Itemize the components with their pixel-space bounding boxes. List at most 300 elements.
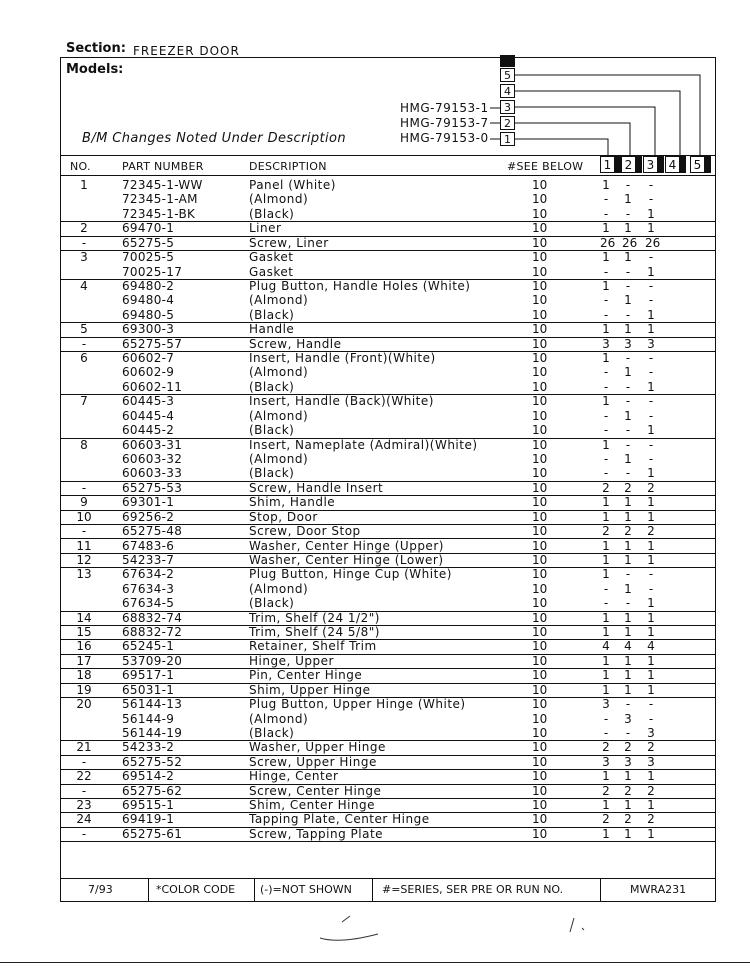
series-1-qty: 1 (602, 495, 610, 510)
table-row (60, 481, 716, 496)
series-3-qty: - (648, 581, 654, 596)
table-row (60, 351, 716, 365)
description: (Almond) (249, 581, 309, 596)
part-number: 72345-1-BK (122, 206, 196, 221)
series-3-qty: - (648, 351, 654, 366)
see-below: 10 (532, 711, 548, 726)
series-1-qty: 1 (602, 437, 610, 452)
series-3-qty: 1 (647, 307, 655, 322)
table-row (60, 293, 716, 307)
series-1-qty: 1 (602, 610, 610, 625)
series-1-qty: - (603, 408, 609, 423)
series-2-qty: - (625, 437, 631, 452)
part-number: 69480-2 (122, 278, 175, 293)
see-below: 10 (532, 581, 548, 596)
see-below: 10 (532, 221, 548, 236)
see-below: 10 (532, 437, 548, 452)
series-1-qty: 1 (602, 394, 610, 409)
series-3-qty: - (648, 250, 654, 265)
series-2-qty: 1 (624, 826, 632, 841)
see-below: 10 (532, 524, 548, 539)
section-value: FREEZER DOOR (133, 44, 240, 58)
item-number: 24 (76, 812, 92, 827)
series-3-qty: 1 (647, 769, 655, 784)
series-1-qty: 1 (602, 538, 610, 553)
description: Stop, Door (249, 509, 318, 524)
description: Insert, Handle (Front)(White) (249, 351, 436, 366)
series-1-qty: 1 (602, 625, 610, 640)
table-row (60, 812, 716, 827)
scan-marks (300, 910, 600, 950)
series-1-qty: 3 (602, 697, 610, 712)
footer-divider (254, 879, 255, 901)
item-number: 4 (80, 278, 88, 293)
see-below: 10 (532, 451, 548, 466)
see-below: 10 (532, 740, 548, 755)
series-2-qty: - (625, 379, 631, 394)
page-bottom-rule (0, 962, 750, 963)
series-3-qty: 1 (647, 610, 655, 625)
series-3-qty: 1 (647, 322, 655, 337)
series-3-qty: 1 (647, 653, 655, 668)
series-1-qty: - (603, 264, 609, 279)
table-row (60, 697, 716, 711)
series-1-qty: 1 (602, 552, 610, 567)
series-3-qty: - (648, 408, 654, 423)
table-row (60, 755, 716, 770)
see-below: 10 (532, 668, 548, 683)
item-number: 8 (80, 437, 88, 452)
description: (Almond) (249, 711, 309, 726)
description: Plug Button, Hinge Cup (White) (249, 567, 452, 582)
series-1-qty: - (603, 596, 609, 611)
part-number: 56144-19 (122, 725, 183, 740)
table-row (60, 423, 716, 438)
see-below: 10 (532, 206, 548, 221)
see-below: 10 (532, 625, 548, 640)
series-1-qty: - (603, 206, 609, 221)
series-2-qty: 1 (624, 769, 632, 784)
model-line: HMG-79153-0 (400, 131, 489, 145)
item-number: 23 (76, 798, 92, 813)
see-below: 10 (532, 394, 548, 409)
item-number: 1 (80, 178, 88, 192)
part-number: 60603-32 (122, 451, 183, 466)
series-2-qty: - (625, 697, 631, 712)
item-number: 21 (76, 740, 92, 755)
series-3-qty: - (648, 178, 654, 192)
description: Insert, Nameplate (Admiral)(White) (249, 437, 478, 452)
part-number: 69514-2 (122, 769, 175, 784)
series-1-qty: 2 (602, 740, 610, 755)
description: Shim, Upper Hinge (249, 682, 371, 697)
item-number: 17 (76, 653, 92, 668)
description: Tapping Plate, Center Hinge (249, 812, 430, 827)
see-below: 10 (532, 682, 548, 697)
column-header-description: DESCRIPTION (249, 160, 327, 173)
series-column-2: 2 (621, 156, 636, 173)
see-below: 10 (532, 307, 548, 322)
series-1-qty: 1 (602, 351, 610, 366)
description: (Black) (249, 206, 295, 221)
part-number: 53709-20 (122, 653, 183, 668)
model-line: HMG-79153-1 (400, 101, 489, 115)
table-row (60, 510, 716, 525)
series-3-qty: 1 (647, 379, 655, 394)
series-2-qty: - (625, 466, 631, 481)
series-3-qty: - (648, 192, 654, 207)
description: Screw, Tapping Plate (249, 826, 384, 841)
table-row (60, 712, 716, 726)
table-row (60, 466, 716, 481)
description: (Black) (249, 466, 295, 481)
series-1-qty: - (603, 192, 609, 207)
series-3-qty: 1 (647, 509, 655, 524)
item-number: 5 (80, 322, 88, 337)
slot-box: 3 (500, 100, 515, 114)
description: (Almond) (249, 365, 309, 380)
part-number: 54233-2 (122, 740, 175, 755)
series-connector-lines (0, 0, 750, 180)
table-row (60, 380, 716, 395)
series-1-qty: - (603, 725, 609, 740)
see-below: 10 (532, 480, 548, 495)
series-2-qty: 3 (624, 336, 632, 351)
series-2-qty: 1 (624, 798, 632, 813)
series-2-qty: 1 (624, 221, 632, 236)
see-below: 10 (532, 264, 548, 279)
table-row (60, 639, 716, 654)
series-2-qty: 3 (624, 711, 632, 726)
table-row (60, 654, 716, 669)
see-below: 10 (532, 336, 548, 351)
series-2-qty: - (625, 206, 631, 221)
table-row (60, 250, 716, 264)
table-row (60, 207, 716, 222)
section-label: Section: (66, 41, 126, 56)
table-row (60, 409, 716, 423)
series-3-qty: 1 (647, 206, 655, 221)
description: Trim, Shelf (24 5/8") (249, 625, 380, 640)
part-number: 69517-1 (122, 668, 175, 683)
series-2-qty: 3 (624, 754, 632, 769)
part-number: 60602-7 (122, 351, 175, 366)
see-below: 10 (532, 466, 548, 481)
series-2-qty: - (625, 278, 631, 293)
description: Screw, Handle Insert (249, 480, 384, 495)
series-3-qty: - (648, 394, 654, 409)
part-number: 67483-6 (122, 538, 175, 553)
see-below: 10 (532, 365, 548, 380)
series-separator (705, 156, 711, 173)
part-number: 67634-5 (122, 596, 175, 611)
series-3-qty: - (648, 278, 654, 293)
see-below: 10 (532, 725, 548, 740)
item-number: - (81, 480, 87, 495)
item-number: 9 (80, 495, 88, 510)
series-1-qty: - (603, 466, 609, 481)
series-separator (658, 156, 664, 173)
part-number: 65275-5 (122, 235, 175, 250)
header-rule-bottom (60, 175, 716, 176)
table-row (60, 784, 716, 799)
item-number: - (81, 235, 87, 250)
series-1-qty: 1 (602, 178, 610, 192)
see-below: 10 (532, 178, 548, 192)
see-below: 10 (532, 826, 548, 841)
series-3-qty: 1 (647, 495, 655, 510)
part-number: 65275-62 (122, 783, 183, 798)
table-row (60, 365, 716, 379)
series-3-qty: 2 (647, 812, 655, 827)
part-number: 60445-2 (122, 423, 175, 438)
series-1-qty: 1 (602, 278, 610, 293)
bm-changes-note: B/M Changes Noted Under Description (82, 131, 347, 146)
item-number: 16 (76, 639, 92, 654)
table-row (60, 524, 716, 539)
series-1-qty: 2 (602, 783, 610, 798)
description: Trim, Shelf (24 1/2") (249, 610, 380, 625)
table-row (60, 769, 716, 784)
series-3-qty: 3 (647, 754, 655, 769)
part-number: 70025-5 (122, 250, 175, 265)
series-1-qty: 1 (602, 653, 610, 668)
table-row (60, 539, 716, 554)
series-3-qty: 1 (647, 423, 655, 438)
series-3-qty: - (648, 365, 654, 380)
part-number: 67634-2 (122, 567, 175, 582)
column-header-see-below: #SEE BELOW (507, 160, 584, 173)
part-number: 65275-53 (122, 480, 183, 495)
description: Washer, Center Hinge (Lower) (249, 552, 444, 567)
table-row (60, 798, 716, 813)
table-row (60, 236, 716, 251)
see-below: 10 (532, 639, 548, 654)
series-3-qty: 1 (647, 538, 655, 553)
series-1-qty: 1 (602, 322, 610, 337)
series-3-qty: 1 (647, 625, 655, 640)
item-number: 13 (76, 567, 92, 582)
footer-divider (372, 879, 373, 901)
column-header-part-number: PART NUMBER (122, 160, 204, 173)
series-1-qty: - (603, 581, 609, 596)
series-2-qty: - (625, 725, 631, 740)
series-2-qty: 1 (624, 408, 632, 423)
description: Insert, Handle (Back)(White) (249, 394, 434, 409)
description: Handle (249, 322, 295, 337)
description: (Almond) (249, 408, 309, 423)
part-number: 65031-1 (122, 682, 175, 697)
table-row (60, 567, 716, 581)
series-1-qty: 4 (602, 639, 610, 654)
series-3-qty: - (648, 567, 654, 582)
part-number: 68832-72 (122, 625, 183, 640)
series-1-qty: - (603, 711, 609, 726)
table-row (60, 192, 716, 206)
description: (Almond) (249, 451, 309, 466)
see-below: 10 (532, 408, 548, 423)
description: Shim, Handle (249, 495, 336, 510)
series-2-qty: 1 (624, 668, 632, 683)
series-3-qty: - (648, 711, 654, 726)
description: Screw, Upper Hinge (249, 754, 377, 769)
footer-doc-code: MWRA231 (630, 883, 687, 896)
description: (Almond) (249, 192, 309, 207)
series-3-qty: 1 (647, 552, 655, 567)
see-below: 10 (532, 423, 548, 438)
table-row (60, 452, 716, 466)
series-3-qty: 1 (647, 798, 655, 813)
item-number: 20 (76, 697, 92, 712)
series-2-qty: 1 (624, 451, 632, 466)
footer-series-note: #=SERIES, SER PRE OR RUN NO. (382, 883, 564, 896)
see-below: 10 (532, 278, 548, 293)
see-below: 10 (532, 495, 548, 510)
table-row (60, 596, 716, 611)
part-number: 69480-5 (122, 307, 175, 322)
series-3-qty: 4 (647, 639, 655, 654)
description: (Black) (249, 725, 295, 740)
series-1-qty: - (603, 423, 609, 438)
see-below: 10 (532, 235, 548, 250)
series-2-qty: - (625, 567, 631, 582)
series-2-qty: 4 (624, 639, 632, 654)
series-column-3: 3 (643, 156, 658, 173)
description: Hinge, Center (249, 769, 339, 784)
table-row (60, 394, 716, 408)
series-3-qty: - (648, 697, 654, 712)
part-number: 60603-31 (122, 437, 183, 452)
item-number: 7 (80, 394, 88, 409)
series-3-qty: 1 (647, 221, 655, 236)
series-1-qty: 1 (602, 509, 610, 524)
see-below: 10 (532, 697, 548, 712)
slot-box: 2 (500, 116, 515, 130)
series-3-qty: 2 (647, 783, 655, 798)
part-number: 69256-2 (122, 509, 175, 524)
series-2-qty: - (625, 394, 631, 409)
model-line: HMG-79153-7 (400, 116, 489, 130)
item-number: - (81, 754, 87, 769)
table-row (60, 611, 716, 626)
series-3-qty: - (648, 437, 654, 452)
series-1-qty: - (603, 451, 609, 466)
series-2-qty: 2 (624, 524, 632, 539)
table-row (60, 279, 716, 293)
table-row (60, 265, 716, 280)
item-number: 11 (76, 538, 92, 553)
series-2-qty: 1 (624, 192, 632, 207)
see-below: 10 (532, 509, 548, 524)
see-below: 10 (532, 567, 548, 582)
footer-divider (600, 879, 601, 901)
series-2-qty: 1 (624, 552, 632, 567)
series-3-qty: 2 (647, 524, 655, 539)
column-header-no: NO. (70, 160, 91, 173)
series-3-qty: - (648, 451, 654, 466)
item-number: 12 (76, 552, 92, 567)
footer-divider (148, 879, 149, 901)
part-number: 68832-74 (122, 610, 183, 625)
series-1-qty: 2 (602, 524, 610, 539)
item-number: 2 (80, 221, 88, 236)
see-below: 10 (532, 769, 548, 784)
table-row (60, 827, 716, 842)
series-2-qty: 1 (624, 682, 632, 697)
series-1-qty: 1 (602, 769, 610, 784)
table-row (60, 221, 716, 236)
item-number: 22 (76, 769, 92, 784)
item-number: 3 (80, 250, 88, 265)
description: (Black) (249, 423, 295, 438)
part-number: 65275-61 (122, 826, 183, 841)
part-number: 70025-17 (122, 264, 183, 279)
table-row (60, 322, 716, 337)
series-column-5: 5 (690, 156, 705, 173)
series-3-qty: 1 (647, 466, 655, 481)
series-1-qty: 1 (602, 798, 610, 813)
part-number: 65275-57 (122, 336, 183, 351)
series-3-qty: 3 (647, 725, 655, 740)
series-2-qty: 1 (624, 538, 632, 553)
series-3-qty: 3 (647, 336, 655, 351)
series-2-qty: 1 (624, 495, 632, 510)
part-number: 60603-33 (122, 466, 183, 481)
series-1-qty: - (603, 293, 609, 308)
description: Screw, Liner (249, 235, 329, 250)
part-number: 69480-4 (122, 293, 175, 308)
table-row (60, 438, 716, 452)
series-2-qty: 2 (624, 812, 632, 827)
series-2-qty: - (625, 423, 631, 438)
description: Panel (White) (249, 178, 336, 192)
series-column-1: 1 (600, 156, 615, 173)
series-3-qty: 2 (647, 480, 655, 495)
description: Gasket (249, 250, 294, 265)
series-1-qty: - (603, 307, 609, 322)
series-2-qty: - (625, 351, 631, 366)
table-row (60, 625, 716, 640)
series-1-qty: 1 (602, 250, 610, 265)
table-row (60, 582, 716, 596)
see-below: 10 (532, 754, 548, 769)
series-2-qty: 2 (624, 740, 632, 755)
description: Plug Button, Upper Hinge (White) (249, 697, 466, 712)
description: (Almond) (249, 293, 309, 308)
part-number: 69300-3 (122, 322, 175, 337)
table-row (60, 495, 716, 510)
series-2-qty: 1 (624, 293, 632, 308)
see-below: 10 (532, 322, 548, 337)
see-below: 10 (532, 552, 548, 567)
table-row (60, 668, 716, 683)
description: Screw, Handle (249, 336, 342, 351)
series-1-qty: 1 (602, 826, 610, 841)
description: (Black) (249, 596, 295, 611)
series-1-qty: 1 (602, 567, 610, 582)
series-3-qty: 1 (647, 596, 655, 611)
series-3-qty: 1 (647, 668, 655, 683)
item-number: 15 (76, 625, 92, 640)
series-2-qty: - (625, 178, 631, 192)
description: Hinge, Upper (249, 653, 334, 668)
item-number: 18 (76, 668, 92, 683)
description: Plug Button, Handle Holes (White) (249, 278, 471, 293)
part-number: 65275-48 (122, 524, 183, 539)
see-below: 10 (532, 783, 548, 798)
slot-box: 5 (500, 68, 515, 82)
description: Retainer, Shelf Trim (249, 639, 377, 654)
